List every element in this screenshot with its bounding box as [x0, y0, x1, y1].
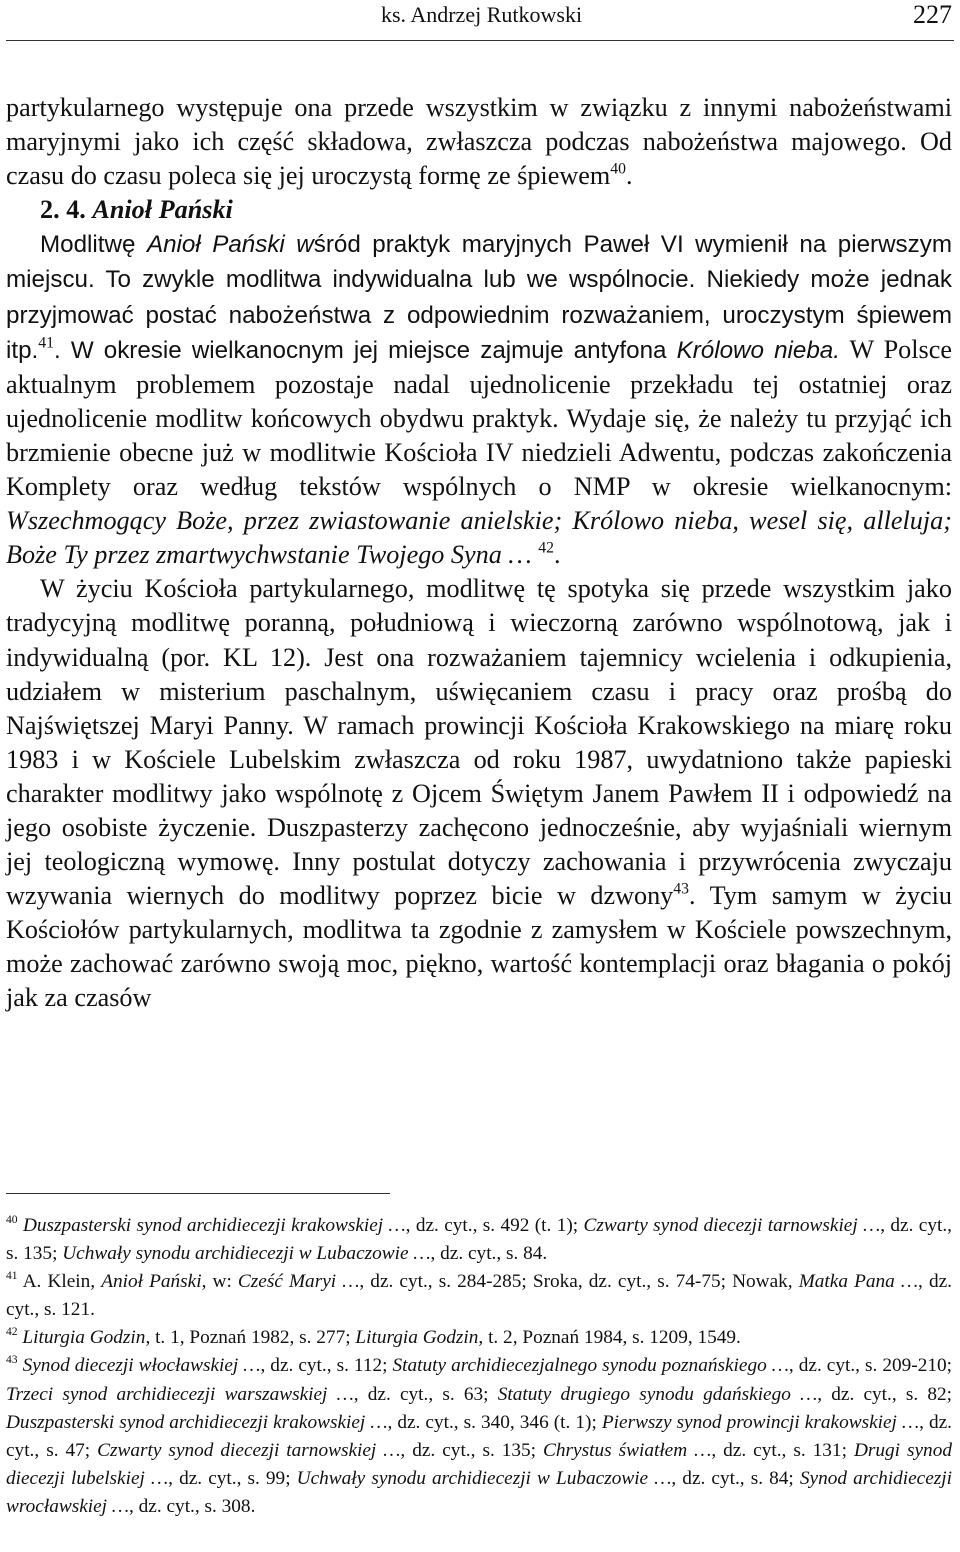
footnote-italic: Liturgia Godzin: [355, 1327, 479, 1349]
footnote-text: , dz. cyt., s. 135;: [400, 1439, 544, 1461]
footnote-text: , dz. cyt., s. 112;: [260, 1355, 393, 1377]
section-number: 2. 4.: [40, 195, 93, 225]
footnote-text: , dz. cyt., s. 209-210;: [788, 1355, 952, 1377]
footnote: [6, 1324, 952, 1352]
paragraph-text: partykularnego występuje ona przede wszystkim w związku z innymi nabożeństwami maryjnymi jako ich część składowa, zwłaszcza podczas nabożeństwa majowego. Od czasu do czasu poleca się jej uroczystą formę ze śpiewem: [6, 93, 952, 191]
footnote-italic: Liturgia Godzin: [17, 1327, 146, 1349]
footnote-text: , dz. cyt., s. 63;: [353, 1383, 498, 1405]
section-heading: [6, 193, 952, 227]
footnote-italic: Drugi synod diecezji lubelskiej …: [6, 1439, 952, 1489]
footnote-italic: Duszpasterski synod archidiecezji krakowskiej …: [6, 1411, 388, 1433]
footnote-italic: Trzeci synod archidiecezji warszawskiej …: [6, 1383, 354, 1405]
footnote-number: 40: [6, 1213, 18, 1227]
footnote-rule: [6, 1193, 390, 1194]
footnote-text: , dz. cyt., s. 84;: [671, 1467, 800, 1489]
running-header: [0, 0, 960, 36]
footnote-italic: Pierwszy synod prowincji krakowskiej …: [601, 1411, 920, 1433]
running-header-author: ks. Andrzej Rutkowski: [381, 2, 583, 27]
page-number: 227: [913, 0, 952, 29]
paragraph-text: W życiu Kościoła partykularnego, modlitwę tę spotyka się przede wszystkim jako tradycyjną modlitwę poranną, południową i wieczorną zarówno wspólnotową, jak i indywidualną (por. KL 12). Jest ona rozważaniem tajemnicy wcielenia i odkupienia, udziałem w misterium paschalnym, uświęcaniem czasu i pracy oraz prośbą do Najświętszej Maryi Panny. W ramach prowincji Kościoła Krakowskiego na miarę roku 1983 i w Kościele Lubelskim zwłaszcza od roku 1987, uwydatniono także papieski charakter modlitwy jako wspólnotę z Ojcem Świętym Janem Pawłem II i odpowiedź na jego osobiste życzenie. Duszpasterzy zachęcono jednocześnie, aby wyjaśniali wiernym jej teologiczną wymowę. Inny postulat dotyczy zachowania i przywrócenia zwyczaju wzywania wiernych do modlitwy poprzez bicie w dzwony: [6, 574, 952, 911]
header-rule: [6, 40, 954, 41]
footnote-italic: Czwarty synod diecezji tarnowskiej …: [583, 1215, 881, 1236]
footnote-italic: Matka Pana …: [798, 1271, 919, 1293]
main-text: [6, 91, 952, 1016]
paragraph-text: .: [553, 540, 561, 570]
italic-text: Królowo nieba.: [676, 336, 840, 364]
paragraph-text: Wydaje się, że należy tu przyjąć ich brzmienie obecne już w modlitwie Kościoła IV niedzieli Adwentu, podczas zakończenia Komplety oraz według tekstów wspólnych o NMP w okresie wielkanocnym:: [6, 403, 952, 502]
footnote-number: 43: [6, 1353, 18, 1367]
footnote-number: 41: [6, 1269, 18, 1283]
footnote-ref: 42: [538, 539, 554, 557]
footnote-italic: Statuty drugiego synodu gdańskiego …: [497, 1383, 818, 1405]
paragraph: [6, 572, 952, 1015]
footnote-italic: Czwarty synod diecezji tarnowskiej …: [97, 1439, 401, 1461]
footnote-italic: Synod diecezji włocławskiej …: [17, 1355, 261, 1377]
footnote: [6, 1268, 952, 1324]
footnote-text: , dz. cyt., s. 492 (t. 1);: [405, 1215, 584, 1236]
footnote-text: , t. 1, Poznań 1982, s. 277;: [145, 1327, 356, 1349]
footnote-text: , dz. cyt., s. 82;: [817, 1383, 952, 1405]
footnote: [6, 1212, 952, 1268]
footnote-text: , dz. cyt., s. 121.: [6, 1271, 952, 1321]
footnote-ref: 40: [610, 160, 626, 178]
section-title: Anioł Pański: [92, 195, 233, 225]
footnote-italic: Uchwały synodu archidiecezji w Lubaczowie …: [62, 1243, 431, 1265]
footnote-text: , dz. cyt., s. 84.: [430, 1243, 548, 1265]
footnote-text: , t. 2, Poznań 1984, s. 1209, 1549.: [478, 1327, 741, 1349]
footnote-ref: 41: [38, 333, 54, 351]
footnotes: [6, 1212, 952, 1521]
footnote-text: , dz. cyt., s. 135;: [6, 1215, 952, 1265]
italic-text: Anioł Pański w: [146, 231, 314, 259]
footnote-text: , dz. cyt., s. 308.: [129, 1495, 256, 1517]
footnote-text: A. Klein,: [17, 1271, 102, 1293]
footnote-text: , dz. cyt., s. 131;: [711, 1439, 854, 1461]
footnote-italic: Duszpasterski synod archidiecezji krakowskiej …: [17, 1215, 406, 1236]
paragraph-text: .: [625, 161, 633, 191]
footnote-text: , dz. cyt., s. 47;: [6, 1411, 952, 1461]
italic-text: Wszechmogący Boże, przez zwiastowanie anielskie; Królowo nieba, wesel się, alleluja; Boże Ty przez zmartwychwstanie Twojego Syna …: [6, 506, 952, 570]
footnote-number: 42: [6, 1325, 18, 1339]
paragraph: [6, 91, 952, 193]
footnote-italic: Uchwały synodu archidiecezji w Lubaczowie …: [296, 1467, 672, 1489]
footnote-text: , w:: [201, 1271, 238, 1293]
footnote-text: , dz. cyt., s. 284-285; Sroka, dz. cyt., s. 74-75; Nowak,: [359, 1271, 799, 1293]
paragraph-text: W Polsce aktualnym problemem pozostaje nadal ujednolicenie przekładu tej ostatniej oraz ujednolicenie modlitw końcowych obydwu praktyk.: [6, 334, 952, 433]
footnote-italic: Anioł Pański: [101, 1271, 202, 1293]
footnote-ref: 43: [673, 880, 689, 898]
paragraph-text: . W okresie wielkanocnym jej miejsce zajmuje antyfona: [54, 336, 677, 364]
paragraph-text: śród praktyk maryjnych Paweł VI wymienił na pierwszym miejscu. To zwykle modlitwa indywidualna lub we wspólnocie. Niekiedy może jednak przyjmować postać nabożeństwa z odpowiednim rozważaniem, uroczystym śpiewem itp.: [6, 231, 952, 364]
footnote-italic: Synod archidiecezji wrocławskiej …: [6, 1467, 953, 1517]
footnote: [6, 1352, 952, 1521]
footnote-text: , dz. cyt., s. 99;: [168, 1467, 297, 1489]
footnote-italic: Statuty archidiecezjalnego synodu poznańskiego …: [392, 1355, 789, 1377]
footnote-italic: Chrystus światłem …: [543, 1439, 712, 1461]
paragraph-text: . Tym samym w życiu Kościołów partykularnych, modlitwa ta zgodnie z zamysłem w Kościele powszechnym, może zachować zarówno swoją moc, piękno, wartość kontemplacji oraz błagania o pokój jak za czasów: [6, 881, 952, 1013]
paragraph: [6, 227, 952, 572]
paragraph-text: Modlitwę: [40, 231, 147, 259]
footnote-text: , dz. cyt., s. 340, 346 (t. 1);: [387, 1411, 602, 1433]
footnote-italic: Cześć Maryi …: [237, 1271, 360, 1293]
